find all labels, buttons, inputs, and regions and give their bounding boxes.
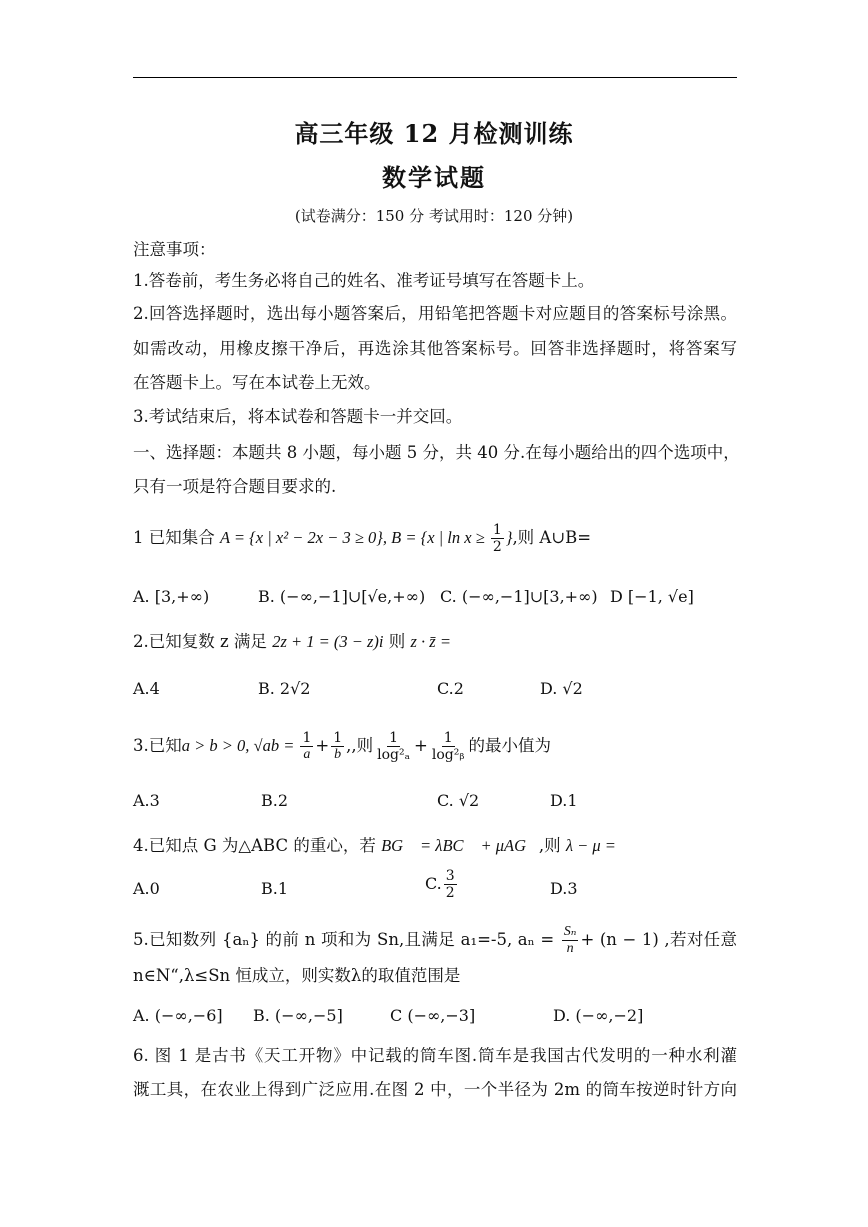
q3-frac-log-a-num: 1 xyxy=(389,730,399,746)
notes-heading: 注意事项： xyxy=(133,240,216,259)
q3-frac-log-b xyxy=(430,730,467,763)
q2-equation: 2z + 1 = (3 − z)i xyxy=(272,632,384,651)
q3-frac-log-a-den: log²ₐ xyxy=(377,747,411,763)
q1-half-fraction xyxy=(491,522,504,555)
q2-option-c: C.2 xyxy=(437,679,464,698)
q3-frac-log-a xyxy=(375,730,412,763)
q2-stem-b: 则 xyxy=(388,632,406,651)
q4-stem-a: 4.已知点 G 为△ABC 的重心，若 xyxy=(133,836,376,855)
q2-stem-a: 2.已知复数 z 满足 xyxy=(133,632,267,651)
q1-option-d: D [−1, √e] xyxy=(610,587,694,606)
q3-frac-1a-num: 1 xyxy=(302,730,312,746)
exam-subject: 数学试题 xyxy=(382,163,486,192)
q5-line-1b: + (n − 1) ,若对任意 xyxy=(580,930,737,949)
question-6-line-2: 溉工具，在农业上得到广泛应用.在图 2 中，一个半径为 2m 的筒车按逆时针方向 xyxy=(133,1080,737,1099)
section-1-line-2: 只有一项是符合题目要求的. xyxy=(133,477,337,496)
q3-stem-b: ,,则 xyxy=(346,736,374,755)
question-5-line-2: n∈N“,λ≤Sn 恒成立，则实数λ的取值范围是 xyxy=(133,966,461,985)
q1-set-end: } xyxy=(505,528,513,547)
q5-option-a: A. (−∞,−6] xyxy=(133,1006,223,1025)
q3-frac-log-b-num: 1 xyxy=(443,730,453,746)
note-2-line-2: 如需改动，用橡皮擦干净后，再选涂其他答案标号。回答非选择题时，将答案写 xyxy=(133,339,737,358)
q4-option-c-label: C. xyxy=(425,874,442,893)
header-rule xyxy=(133,77,737,78)
q3-option-a: A.3 xyxy=(133,791,160,810)
q5-option-d: D. (−∞,−2] xyxy=(553,1006,644,1025)
note-2-line-3: 在答题卡上。写在本试卷上无效。 xyxy=(133,373,381,392)
question-1-stem xyxy=(133,522,591,555)
q1-prefix: 1 已知集合 xyxy=(133,528,215,547)
q4-option-c-fraction xyxy=(444,868,457,901)
q1-half-den: 2 xyxy=(492,539,502,555)
question-3-stem xyxy=(133,730,551,763)
q3-frac-1b xyxy=(331,730,344,763)
q3-frac-1b-den: b xyxy=(334,747,342,762)
q3-frac-1a-den: a xyxy=(303,747,311,762)
note-1: 1.答卷前，考生务必将自己的姓名、准考证号填写在答题卡上。 xyxy=(133,271,595,290)
q3-frac-1a xyxy=(300,730,313,763)
q2-option-a: A.4 xyxy=(133,679,160,698)
q1-option-c: C. (−∞,−1]∪[3,+∞) xyxy=(440,587,598,606)
q2-expression: z · z̄ = xyxy=(410,632,451,651)
exam-title: 高三年级 12 月检测训练 xyxy=(294,119,574,148)
note-2-line-1: 2.回答选择题时，选出每小题答案后，用铅笔把答题卡对应题目的答案标号涂黑。 xyxy=(133,304,737,323)
question-2-stem xyxy=(133,632,451,652)
section-1-line-1: 一、选择题：本题共 8 小题，每小题 5 分，共 40 分.在每小题给出的四个选项中， xyxy=(133,443,740,462)
q4-stem-b: ,则 xyxy=(538,836,561,855)
q4-option-c-num: 3 xyxy=(445,868,455,884)
question-6-line-1: 6. 图 1 是古书《天工开物》中记载的筒车图.筒车是我国古代发明的一种水利灌 xyxy=(133,1046,737,1065)
q4-option-c-den: 2 xyxy=(445,885,455,901)
q4-expression: λ − μ = xyxy=(565,836,616,855)
q2-option-b: B. 2√2 xyxy=(258,679,311,698)
q3-frac-1b-num: 1 xyxy=(333,730,343,746)
q3-stem-c: 的最小值为 xyxy=(468,736,551,755)
q5-option-c: C (−∞,−3] xyxy=(390,1006,476,1025)
q3-frac-log-b-den: log²ᵦ xyxy=(431,747,465,763)
q3-plus-2: + xyxy=(414,736,428,755)
q3-plus-1: + xyxy=(315,736,330,755)
question-4-stem xyxy=(133,836,616,856)
q3-option-c: C. √2 xyxy=(437,791,480,810)
q4-option-b: B.1 xyxy=(261,879,289,898)
question-5-line-1 xyxy=(133,924,737,957)
exam-info: (试卷满分：150 分 考试用时：120 分钟) xyxy=(294,207,574,225)
q1-sets: A = {x | x² − 2x − 3 ≥ 0}, B = {x | ln x ≥ xyxy=(220,528,489,547)
q5-fraction-den: n xyxy=(566,941,574,956)
q4-option-c xyxy=(425,868,459,901)
q3-option-b: B.2 xyxy=(261,791,289,810)
q4-option-a: A.0 xyxy=(133,879,160,898)
q3-option-d: D.1 xyxy=(550,791,578,810)
q5-option-b: B. (−∞,−5] xyxy=(253,1006,343,1025)
q5-fraction xyxy=(562,924,579,957)
q1-option-b: B. (−∞,−1]∪[√e,+∞) xyxy=(258,587,426,606)
q2-option-d: D. √2 xyxy=(540,679,583,698)
q5-line-1a: 5.已知数列 {aₙ} 的前 n 项和为 Sn,且满足 a₁=-5, aₙ = xyxy=(133,930,560,949)
q5-fraction-num: Sₙ xyxy=(563,924,577,939)
q4-option-d: D.3 xyxy=(550,879,578,898)
q1-suffix: ,则 A∪B= xyxy=(512,528,592,547)
q3-stem-a: 3.已知 xyxy=(133,736,182,755)
q3-condition: a > b > 0, √ab = xyxy=(181,736,299,755)
q1-option-a: A. [3,+∞) xyxy=(133,587,210,606)
note-3: 3.考试结束后，将本试卷和答题卡一并交回。 xyxy=(133,407,463,426)
q1-half-num: 1 xyxy=(492,522,502,538)
q4-vector-equation: BG⃗ = λBC⃗ + μAG⃗ xyxy=(381,836,539,855)
